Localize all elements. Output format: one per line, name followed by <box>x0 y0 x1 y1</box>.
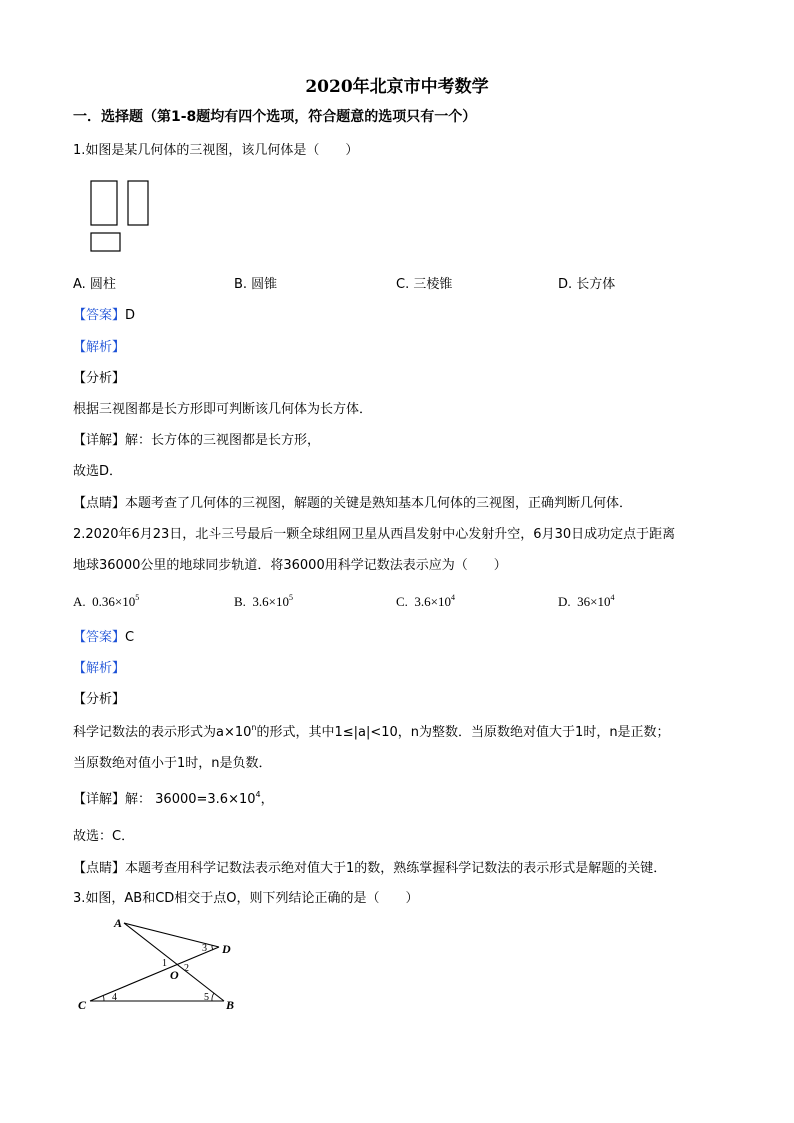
option-exponent: 4 <box>451 593 456 602</box>
angle-label-1: 1 <box>162 958 167 969</box>
angle-label-2: 2 <box>184 963 189 974</box>
angle-arc-4 <box>103 995 104 1001</box>
q2-analysis-line1 <box>73 724 670 742</box>
q2-option-c <box>396 593 455 611</box>
comment-tag: 【点睛】 <box>73 496 126 511</box>
analysis-text: 科学记数法的表示形式为a×10 <box>73 725 252 740</box>
option-exponent: 4 <box>610 593 615 602</box>
segment-ab <box>124 923 224 1001</box>
comment-text: 本题考查用科学记数法表示绝对值大于1的数，熟练掌握科学记数法的表示形式是解题的关键． <box>125 861 667 876</box>
segment-cd <box>90 947 219 1001</box>
answer-value: C <box>125 630 135 645</box>
detail-text: ， <box>260 792 274 807</box>
analysis-text: 的形式，其中1≤|a|<10，n为整数．当原数绝对值大于1时，n是正数； <box>256 725 670 740</box>
q2-option-a <box>73 593 139 611</box>
q1-option-c: C. 三棱锥 <box>396 277 453 292</box>
option-label: C. <box>396 594 408 609</box>
q2-conclusion: 故选：C． <box>73 829 135 844</box>
label-a: A <box>114 916 123 930</box>
section-heading: 一．选择题（第1-8题均有四个选项，符合题意的选项只有一个） <box>73 109 477 125</box>
q1-option-b: B. 圆锥 <box>234 277 278 292</box>
option-mantissa: 3.6×10 <box>414 594 452 609</box>
q2-option-d <box>558 593 614 611</box>
q1-answer <box>73 307 135 325</box>
label-o: O <box>170 968 179 982</box>
angle-label-3: 3 <box>202 943 207 954</box>
three-view-figure <box>88 178 154 254</box>
page-title: 2020年北京市中考数学 <box>305 77 489 97</box>
option-mantissa: 36×10 <box>577 594 611 609</box>
q1-detail <box>73 432 320 450</box>
q2-detail <box>73 791 274 809</box>
side-view <box>128 181 148 225</box>
comment-tag: 【点睛】 <box>73 861 126 876</box>
answer-tag: 【答案】 <box>73 308 126 323</box>
q1-comment <box>73 495 632 513</box>
detail-exponent: 4 <box>255 790 261 799</box>
detail-text: 解：长方体的三视图都是长方形， <box>125 433 321 448</box>
answer-value: D <box>125 308 136 323</box>
detail-tag: 【详解】 <box>73 792 126 807</box>
q1-option-a: A. 圆柱 <box>73 277 116 292</box>
q2-option-b <box>234 593 293 611</box>
q1-question: 1.如图是某几何体的三视图，该几何体是（ ） <box>73 143 359 158</box>
option-exponent: 5 <box>289 593 294 602</box>
q2-comment <box>73 860 666 878</box>
q1-conclusion: 故选D． <box>73 464 123 479</box>
q2-jiexi-tag: 【解析】 <box>73 661 126 676</box>
q3-question: 3.如图，AB和CD相交于点O，则下列结论正确的是（ ） <box>73 891 419 906</box>
comment-text: 本题考查了几何体的三视图，解题的关键是熟知基本几何体的三视图，正确判断几何体． <box>125 496 633 511</box>
intersecting-lines-figure <box>74 913 244 1013</box>
q1-fenxi-tag: 【分析】 <box>73 371 126 386</box>
angle-label-5: 5 <box>204 992 209 1003</box>
q2-analysis-line2: 当原数绝对值小于1时，n是负数． <box>73 756 272 771</box>
detail-text: 解： 36000=3.6×10 <box>125 792 256 807</box>
front-view <box>91 181 117 225</box>
top-view <box>91 233 120 251</box>
q2-question-line2: 地球36000公里的地球同步轨道．将36000用科学记数法表示应为（ ） <box>73 558 507 573</box>
option-label: D. <box>558 594 571 609</box>
q1-option-d: D. 长方体 <box>558 277 616 292</box>
angle-arc-5 <box>212 993 214 1001</box>
option-label: A. <box>73 594 86 609</box>
angle-label-4: 4 <box>112 992 117 1003</box>
q2-question-line1: 2.2020年6月23日，北斗三号最后一颗全球组网卫星从西昌发射中心发射升空，6月30日成功定点于距离 <box>73 527 676 542</box>
analysis-exponent: n <box>251 723 257 732</box>
q1-jiexi-tag: 【解析】 <box>73 340 126 355</box>
option-mantissa: 3.6×10 <box>252 594 290 609</box>
q1-analysis: 根据三视图都是长方形即可判断该几何体为长方体． <box>73 402 373 417</box>
q2-answer <box>73 629 134 647</box>
label-b: B <box>226 998 235 1012</box>
option-mantissa: 0.36×10 <box>92 594 136 609</box>
label-c: C <box>78 998 87 1012</box>
option-label: B. <box>234 594 246 609</box>
q2-fenxi-tag: 【分析】 <box>73 692 126 707</box>
option-exponent: 5 <box>135 593 140 602</box>
detail-tag: 【详解】 <box>73 433 126 448</box>
answer-tag: 【答案】 <box>73 630 126 645</box>
label-d: D <box>222 942 231 956</box>
